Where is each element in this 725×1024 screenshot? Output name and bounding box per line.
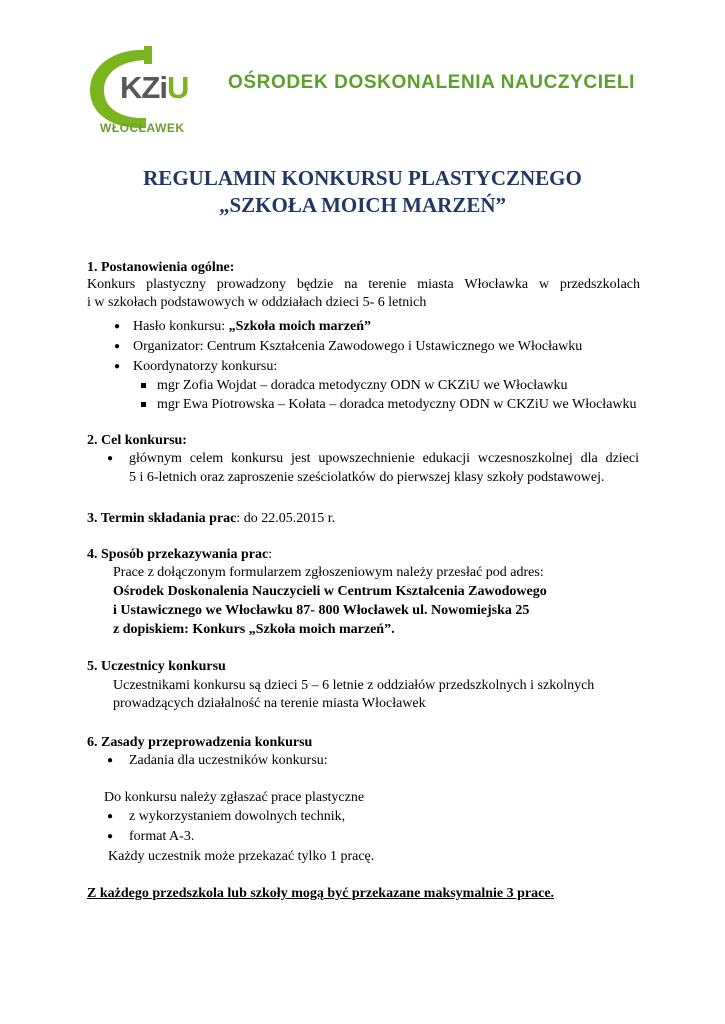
- s2-goal-line2: 5 i 6-letnich oraz zaproszenie sześciolatków do pierwszej klasy szkoły podstawowej.: [129, 470, 605, 485]
- doc-title-line2: „SZKOŁA MOICH MARZEŃ”: [218, 193, 507, 217]
- s6-bullet-format: format A-3.: [129, 829, 195, 844]
- bullet-square-icon: [141, 383, 146, 388]
- logo-city: WŁOCŁAWEK: [100, 121, 185, 135]
- s6-heading: 6. Zasady przeprowadzenia konkursu: [87, 735, 313, 750]
- bullet-dot-icon: ●: [114, 361, 121, 372]
- bullet-dot-icon: ●: [107, 831, 114, 842]
- s4-address-line2: i Ustawicznego we Włocławku 87- 800 Włocławek ul. Nowomiejska 25: [113, 603, 530, 618]
- s2-goal-line1: głównym celem konkursu jest upowszechnienie edukacji wczesnoszkolnej dla dzieci: [129, 451, 639, 466]
- bullet-dot-icon: ●: [114, 341, 121, 352]
- footer-note: Z każdego przedszkola lub szkoły mogą być przekazane maksymalnie 3 prace.: [87, 886, 555, 901]
- s4-line1: Prace z dołączonym formularzem zgłoszeniowym należy przesłać pod adres:: [113, 565, 544, 580]
- s3-deadline: 3. Termin składania prac: do 22.05.2015 r.: [87, 511, 336, 526]
- bullet-square-icon: [141, 402, 146, 407]
- bullet-dot-icon: ●: [114, 321, 121, 332]
- s4-heading: 4. Sposób przekazywania prac:: [87, 547, 273, 562]
- s1-bullet-coordinators: Koordynatorzy konkursu:: [133, 359, 278, 374]
- s6-bullet-techniques: z wykorzystaniem dowolnych technik,: [129, 809, 346, 824]
- s6-para-submit: Do konkursu należy zgłaszać prace plastyczne: [104, 790, 365, 805]
- s5-line1: Uczestnikami konkursu są dzieci 5 – 6 letnie z oddziałów przedszkolnych i szkolnych: [113, 678, 595, 693]
- s1-para-line1: Konkurs plastyczny prowadzony będzie na terenie miasta Włocławka w przedszkolach: [87, 277, 640, 292]
- bullet-dot-icon: ●: [107, 755, 114, 766]
- s6-para-limit: Każdy uczestnik może przekazać tylko 1 pracę.: [108, 849, 375, 864]
- s2-heading: 2. Cel konkursu:: [87, 433, 187, 448]
- s1-bullet-organizer: Organizator: Centrum Kształcenia Zawodowego i Ustawicznego we Włocławku: [133, 339, 583, 354]
- org-name: OŚRODEK DOSKONALENIA NAUCZYCIELI: [228, 72, 635, 93]
- s6-bullet-tasks: Zadania dla uczestników konkursu:: [129, 753, 328, 768]
- bullet-dot-icon: ●: [107, 453, 114, 464]
- doc-title-line1: REGULAMIN KONKURSU PLASTYCZNEGO: [143, 166, 582, 190]
- s1-heading: 1. Postanowienia ogólne:: [87, 260, 235, 275]
- s4-address-line1: Ośrodek Doskonalenia Nauczycieli w Centrum Kształcenia Zawodowego: [113, 584, 547, 599]
- s1-coordinator-1: mgr Zofia Wojdat – doradca metodyczny ODN w CKZiU we Włocławku: [157, 378, 568, 393]
- s5-heading: 5. Uczestnicy konkursu: [87, 659, 226, 674]
- logo-wordmark: KZiU: [120, 70, 189, 105]
- bullet-dot-icon: ●: [107, 811, 114, 822]
- s1-bullet-motto: Hasło konkursu: „Szkoła moich marzeń”: [133, 319, 371, 334]
- s1-para-line2: i w szkołach podstawowych w oddziałach dzieci 5- 6 letnich: [87, 295, 427, 310]
- s4-address-note: z dopiskiem: Konkurs „Szkoła moich marzeń”.: [113, 622, 395, 637]
- s1-coordinator-2: mgr Ewa Piotrowska – Kołata – doradca metodyczny ODN w CKZiU we Włocławku: [157, 397, 637, 412]
- s5-line2: prowadzących działalność na terenie miasta Włocławek: [113, 696, 426, 711]
